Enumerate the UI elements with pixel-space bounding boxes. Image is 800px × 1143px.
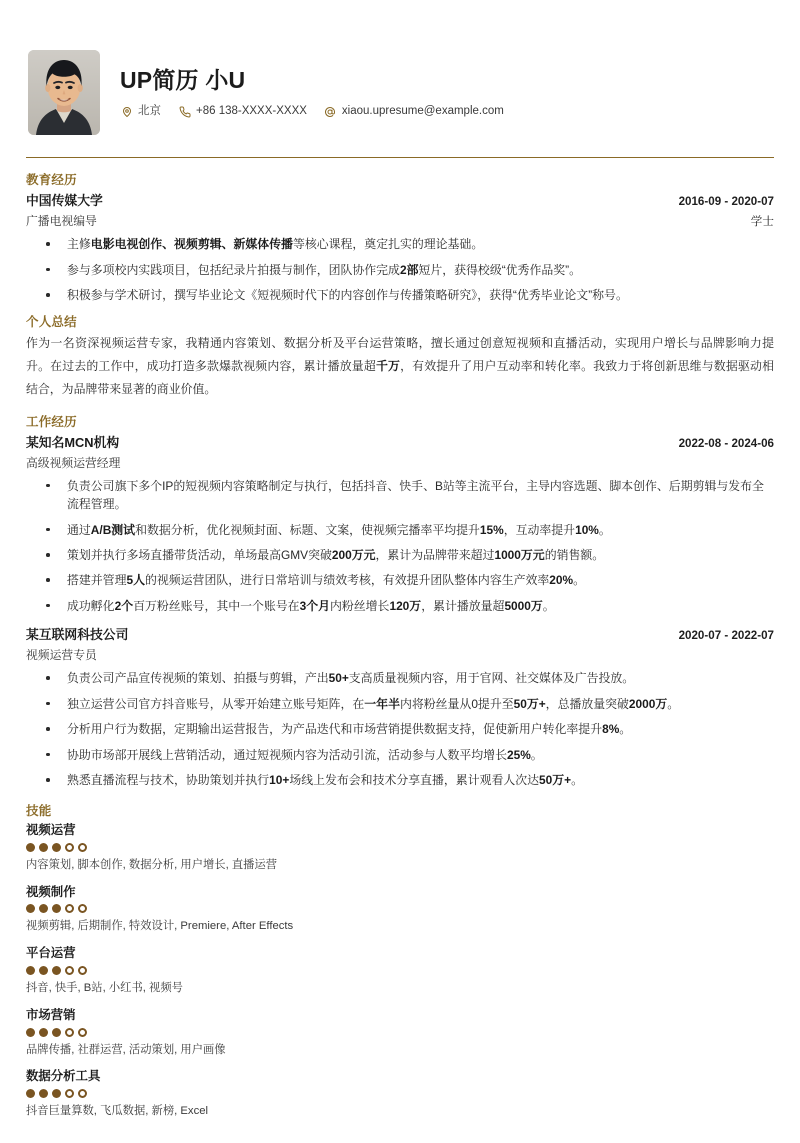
skill-keywords: 视频剪辑, 后期制作, 特效设计, Premiere, After Effects (26, 920, 294, 933)
skill-dot-filled (52, 904, 61, 913)
skill-dot-filled (26, 1089, 35, 1098)
skill-level-dots (26, 966, 774, 975)
section-title-summary: 个人总结 (26, 314, 77, 329)
section-title-education: 教育经历 (26, 173, 77, 187)
bullet-item: 策划并执行多场直播带货活动，单场最高GMV突破200万元，累计为品牌带来超过1000万元的销售额。 (26, 546, 774, 564)
bullet-item: 独立运营公司官方抖音账号，从零开始建立账号矩阵，在一年半内将粉丝量从0提升至50万+，总播放量突破2000万。 (26, 695, 774, 713)
header-main (120, 67, 776, 118)
education-entry-subheader (26, 212, 774, 232)
skill-dot-filled (26, 843, 35, 852)
bullet-item: 通过A/B测试和数据分析，优化视频封面、标题、文案，使视频完播率平均提升15%，互动率提升10%。 (26, 521, 774, 539)
skill-dot-empty (65, 966, 74, 975)
skill-dot-filled (52, 966, 61, 975)
work-role: 高级视频运营经理 (26, 455, 121, 470)
skill-keywords: 品牌传播, 社群运营, 活动策划, 用户画像 (26, 1043, 226, 1056)
skill-block (26, 883, 774, 936)
skill-dot-filled (39, 1028, 48, 1037)
bullet-item: 搭建并管理5人的视频运营团队，进行日常培训与绩效考核，有效提升团队整体内容生产效率20%。 (26, 571, 774, 589)
skill-level-dots (26, 904, 774, 913)
work-date: 2020-07 - 2022-07 (678, 629, 774, 643)
skill-keywords: 抖音巨量算数, 飞瓜数据, 新榜, Excel (26, 1105, 209, 1118)
skill-dot-filled (52, 843, 61, 852)
work-entry (26, 625, 774, 789)
section-education (24, 171, 776, 305)
skill-dot-filled (26, 904, 35, 913)
skill-name: 平台运营 (26, 946, 76, 961)
bullet-item: 分析用户行为数据，定期输出运营报告，为产品迭代和市场营销提供数据支持，促使新用户转化率提升8%。 (26, 720, 774, 738)
contact-list (120, 105, 776, 118)
skill-dot-empty (65, 1089, 74, 1098)
skill-dot-filled (39, 966, 48, 975)
contact-phone (178, 105, 307, 118)
skill-dot-filled (52, 1089, 61, 1098)
work-entry (26, 433, 774, 616)
header-divider (26, 157, 774, 158)
work-company: 某互联网科技公司 (26, 627, 129, 643)
work-entry-header (26, 625, 774, 646)
skill-dot-filled (52, 1028, 61, 1037)
bullet-item: 成功孵化2个百万粉丝账号，其中一个账号在3个月内粉丝增长120万，累计播放量超5000万。 (26, 597, 774, 615)
skill-block (26, 1006, 774, 1059)
work-company: 某知名MCN机构 (26, 434, 120, 450)
skill-dot-filled (26, 966, 35, 975)
contact-location-text: 北京 (138, 104, 161, 117)
skill-name: 视频运营 (26, 823, 76, 838)
section-title-work: 工作经历 (26, 415, 77, 429)
skill-block (26, 944, 774, 997)
skill-level-dots (26, 1089, 774, 1098)
summary-text: 作为一名资深视频运营专家，我精通内容策划、数据分析及平台运营策略，擅长通过创意短视频和直播活动，实现用户增长与品牌影响力提升。在过去的工作中，成功打造多款爆款视频内容，累计播放量超千万，有效提升了用户互动率和转化率。我致力于将创新思维与数据驱动相结合，为品牌带来显著的商业价值。 (26, 336, 774, 397)
education-school: 中国传媒大学 (26, 192, 103, 208)
work-entry-header (26, 433, 774, 454)
skill-name: 数据分析工具 (26, 1069, 101, 1084)
work-role: 视频运营专员 (26, 648, 97, 663)
skill-block (26, 1067, 774, 1120)
contact-email-text: xiaou.upresume@example.com (341, 104, 504, 117)
education-entry-header (26, 191, 774, 212)
skill-dot-empty (65, 843, 74, 852)
bullet-item: 协助市场部开展线上营销活动，通过短视频内容为活动引流，活动参与人数平均增长25%。 (26, 746, 774, 764)
bullet-item: 主修电影电视创作、视频剪辑、新媒体传播等核心课程，奠定扎实的理论基础。 (26, 235, 774, 253)
work-bullets (26, 669, 774, 789)
education-date: 2016-09 - 2020-07 (678, 194, 774, 208)
work-date: 2022-08 - 2024-06 (678, 436, 774, 450)
skill-dot-empty (78, 1028, 87, 1037)
skill-level-dots (26, 1028, 774, 1037)
resume-header (24, 0, 776, 157)
skill-dot-filled (39, 843, 48, 852)
skill-name: 市场营销 (26, 1007, 76, 1022)
section-summary (24, 313, 776, 401)
skill-dot-empty (78, 1089, 87, 1098)
contact-location (120, 105, 161, 118)
skill-level-dots (26, 843, 774, 852)
work-bullets (26, 477, 774, 616)
education-major: 广播电视编导 (26, 213, 97, 228)
skill-keywords: 抖音, 快手, B站, 小红书, 视频号 (26, 981, 183, 994)
bullet-item: 负责公司产品宣传视频的策划、拍摄与剪辑，产出50+支高质量视频内容，用于官网、社交媒体及广告投放。 (26, 669, 774, 687)
section-title-skills: 技能 (26, 803, 52, 818)
skill-name: 视频制作 (26, 884, 76, 899)
skills-list (26, 821, 774, 1120)
at-email-icon (324, 105, 337, 118)
education-bullets (26, 235, 774, 304)
skill-dot-empty (78, 843, 87, 852)
skill-dot-empty (65, 1028, 74, 1037)
page-title: UP简历 小U (120, 66, 246, 93)
skill-dot-empty (78, 904, 87, 913)
location-pin-icon (120, 105, 133, 118)
skill-block (26, 821, 774, 874)
skill-keywords: 内容策划, 脚本创作, 数据分析, 用户增长, 直播运营 (26, 858, 278, 871)
bullet-item: 参与多项校内实践项目，包括纪录片拍摄与制作，团队协作完成2部短片，获得校级“优秀作品奖”。 (26, 261, 774, 279)
education-degree: 学士 (750, 214, 774, 228)
section-skills (24, 802, 776, 1120)
bullet-item: 负责公司旗下多个IP的短视频内容策略制定与执行，包括抖音、快手、B站等主流平台，主导内容选题、脚本创作、后期剪辑与发布全流程管理。 (26, 477, 774, 514)
skill-dot-empty (78, 966, 87, 975)
phone-icon (178, 105, 191, 118)
section-work (24, 413, 776, 790)
skill-dot-filled (39, 1089, 48, 1098)
education-entry (26, 191, 774, 305)
skill-dot-filled (39, 904, 48, 913)
bullet-item: 积极参与学术研讨，撰写毕业论文《短视频时代下的内容创作与传播策略研究》，获得“优秀毕业论文”称号。 (26, 286, 774, 304)
skill-dot-filled (26, 1028, 35, 1037)
contact-email (324, 105, 504, 118)
bullet-item: 熟悉直播流程与技术，协助策划并执行10+场线上发布会和技术分享直播，累计观看人次达50万+。 (26, 771, 774, 789)
contact-phone-text: +86 138-XXXX-XXXX (196, 104, 307, 117)
avatar (28, 50, 100, 135)
skill-dot-empty (65, 904, 74, 913)
